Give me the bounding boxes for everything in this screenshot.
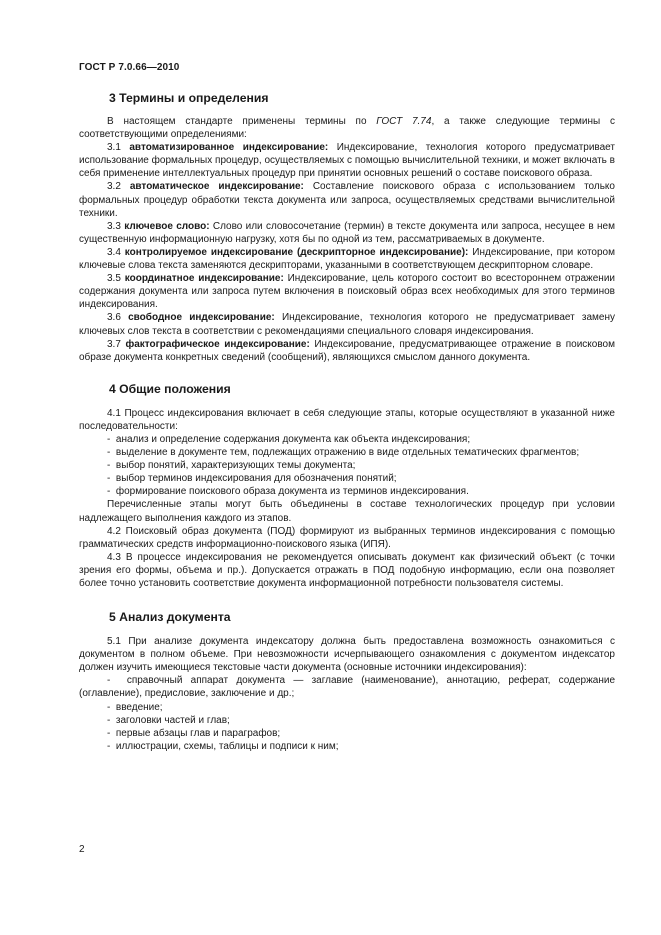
section-3-title: 3 Термины и определения xyxy=(109,91,269,105)
paragraph-5-1: 5.1 При анализе документа индексатору должна быть предоставлена возможность ознакомиться с документом в полном объеме. При невозможности исчерпывающего ознакомления с документом индексатор должен изучить имеющиеся текстовые части документа (основные источники индексирования): xyxy=(79,636,615,674)
page-body xyxy=(79,90,615,753)
list-item: - первые абзацы глав и параграфов; xyxy=(79,727,615,740)
section-5-title: 5 Анализ документа xyxy=(109,610,231,625)
indexing-stages-list xyxy=(79,433,615,498)
list-item: - иллюстрации, схемы, таблицы и подписи к ним; xyxy=(79,740,615,753)
list-item: - справочный аппарат документа — заглавие (наименование), аннотацию, реферат, содержание (оглавление), предисловие, заключение и др.; xyxy=(79,674,615,700)
term-3-1: 3.1 автоматизированное индексирование: Индексирование, технология которого предусматривает использование формальных процедур, осуществляемых с помощью вычислительной техники, и может включать в себя применение интеллектуальных процедур при принятии основных решений о составе поискового образа. xyxy=(79,142,615,180)
list-item: - выбор терминов индексирования для обозначения понятий; xyxy=(79,472,615,485)
list-item: - заголовки частей и глав; xyxy=(79,714,615,727)
gost-reference: ГОСТ 7.74 xyxy=(376,116,432,127)
section-4-title: 4 Общие положения xyxy=(109,381,231,396)
document-header-standard: ГОСТ Р 7.0.66—2010 xyxy=(79,62,180,73)
text-sources-list xyxy=(79,674,615,753)
paragraph-4-3: 4.3 В процессе индексирования не рекомендуется описывать документ как физический объект (с точки зрения его формы, объема и пр.). Допускается отражать в ПОД подобную информацию, если она позволяет более точно установить соответствие документа информационной потребности пользователя системы. xyxy=(79,551,615,589)
term-3-3: 3.3 ключевое слово: Слово или словосочетание (термин) в тексте документа или запроса, несущее в нем существенную информационную нагрузку, хотя бы по одной из тем, рассматриваемых в документе. xyxy=(79,220,615,245)
term-3-4: 3.4 контролируемое индексирование (дескрипторное индексирование): Индексирование, при котором ключевые слова текста заменяются дескрипторами, указанными в соответствующем дескрипторном словаре. xyxy=(79,246,615,272)
section-3-intro: В настоящем стандарте применены термины по ГОСТ 7.74, а также следующие термины с соответствующими определениями: xyxy=(79,116,615,141)
term-3-5: 3.5 координатное индексирование: Индексирование, цель которого состоит во всестороннем отражении содержания документа или запроса путем включения в поисковый образ всех необходимых для этого терминов индексирования. xyxy=(79,273,615,311)
page-number: 2 xyxy=(79,844,85,855)
term-3-7: 3.7 фактографическое индексирование: Индексирование, предусматривающее отражение в поисковом образе документа конкретных сведений (сообщений), являющихся смыслом данного документа. xyxy=(79,338,615,363)
term-3-2: 3.2 автоматическое индексирование: Составление поискового образа с использованием только формальных процедур обработки текста документа или запроса, осуществляемых средствами вычислительной техники. xyxy=(79,181,615,219)
list-item: - анализ и определение содержания документа как объекта индексирования; xyxy=(79,433,615,446)
paragraph-stages-note: Перечисленные этапы могут быть объединены в составе технологических процедур при условии надлежащего выполнения каждого из этапов. xyxy=(79,499,615,524)
paragraph-4-2: 4.2 Поисковый образ документа (ПОД) формируют из выбранных терминов индексирования с помощью грамматических средств информационно-поискового языка (ИПЯ). xyxy=(79,525,615,550)
list-item: - выбор понятий, характеризующих темы документа; xyxy=(79,459,615,472)
list-item: - введение; xyxy=(79,701,615,714)
list-item: - выделение в документе тем, подлежащих отражению в виде отдельных тематических фрагментов; xyxy=(79,446,615,459)
term-3-6: 3.6 свободное индексирование: Индексирование, технология которого не предусматривает замену ключевых слов текста в соответствии с рекомендациями специального словаря индексирования. xyxy=(79,312,616,337)
list-item: - формирование поискового образа документа из терминов индексирования. xyxy=(79,485,615,498)
paragraph-4-1: 4.1 Процесс индексирования включает в себя следующие этапы, которые осуществляют в указанной ниже последовательности: xyxy=(79,407,615,432)
